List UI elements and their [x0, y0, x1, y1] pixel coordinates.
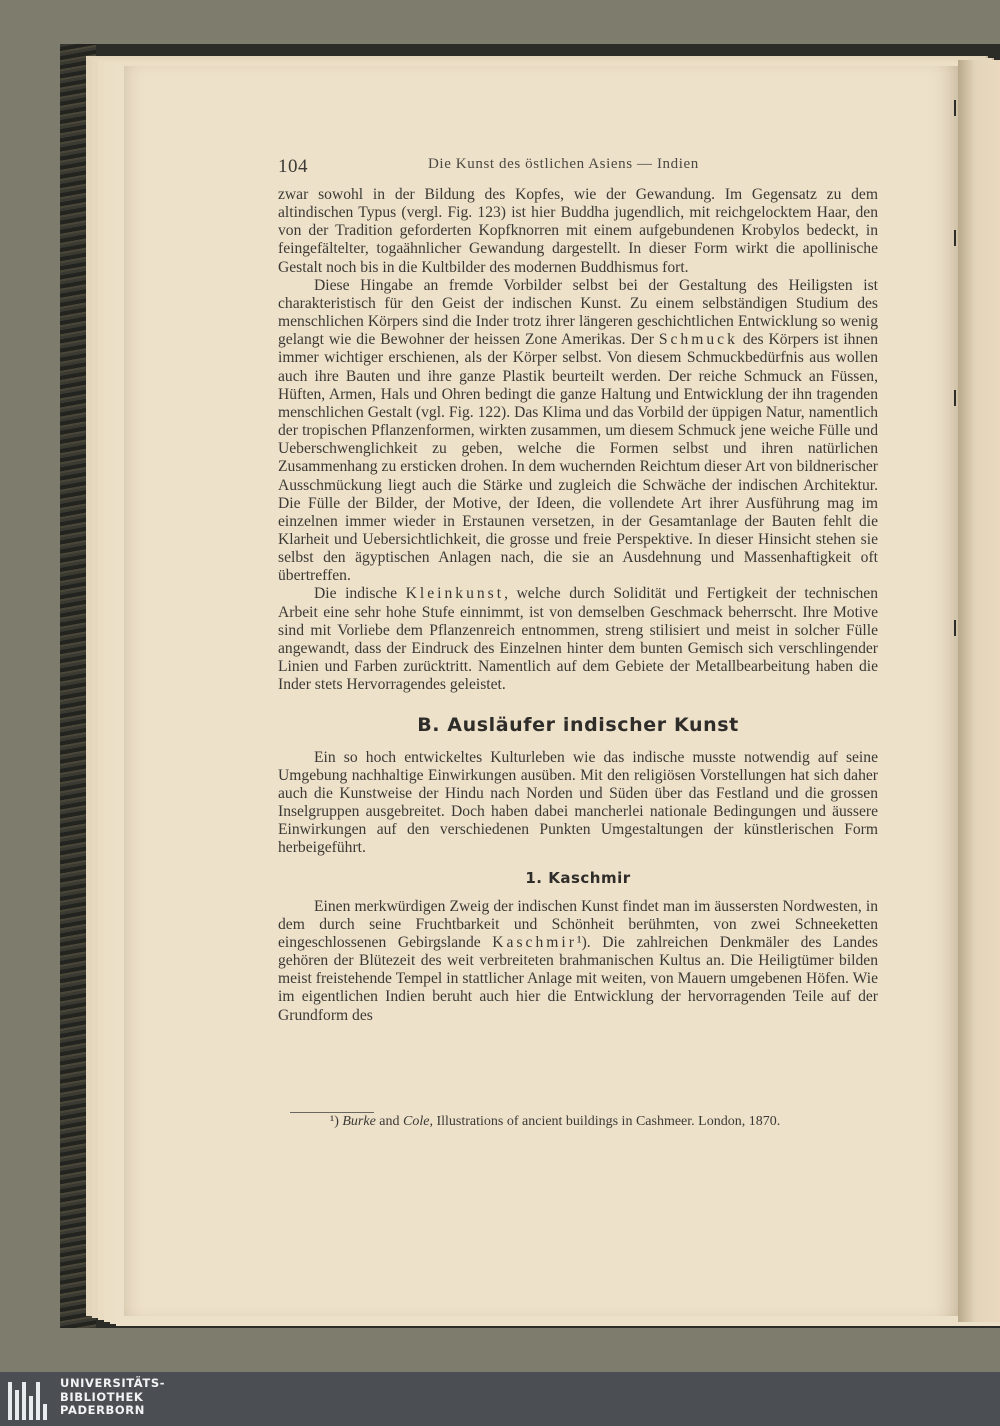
library-footer-bar	[0, 1372, 1000, 1426]
spaced-term: Kleinkunst	[405, 585, 505, 603]
logo-line: BIBLIOTHEK	[60, 1389, 144, 1404]
footnote-text: and	[375, 1114, 404, 1129]
facing-page-gutter	[958, 60, 1000, 1322]
paragraph-text: zwar sowohl in der Bildung des Kopfes, wie der Gewandung. Im Gegensatz zu dem altindischen Typus (vergl. Fig. 123) ist hier Buddha jugendlich, mit reichgelocktem Haar, den von der Tradition geforderten Kopfknorren mit einem aufgebundenen Krobylos bedeckt, in feingefältelter, togaähnlicher Gewandung dargestellt. In dieser Form wirkt die apollinische Gestalt noch bis in die Kultbilder des modernen Buddhismus fort.	[278, 186, 878, 276]
section-heading: B. Ausläufer indischer Kunst	[417, 714, 739, 737]
body-text	[278, 186, 878, 1025]
page-header	[278, 156, 878, 180]
subsection-heading: 1. Kaschmir	[525, 869, 631, 888]
footnote-text: Illustrations of ancient buildings in Cashmeer. London, 1870.	[432, 1114, 781, 1129]
paragraph-text: Einen merkwürdigen Zweig der indischen Kunst findet man im äussersten Nordwesten, in dem durch seine Fruchtbarkeit und Schönheit berühmten, von zwei Schneeketten eingeschlossenen Gebirgslande	[278, 897, 878, 951]
paragraph	[278, 585, 878, 694]
logo-line: UNIVERSITÄTS-	[60, 1376, 166, 1390]
paragraph	[278, 277, 878, 586]
binding-marks	[948, 100, 960, 800]
running-title: Die Kunst des östlichen Asiens — Indien	[428, 156, 699, 172]
spaced-term: Schmuck	[658, 331, 738, 349]
logo-line: PADERBORN	[60, 1403, 145, 1417]
spaced-term: Kaschmir	[492, 933, 577, 951]
paragraph	[278, 749, 878, 858]
paragraph-text: des Körpers ist ihnen immer wichtiger erschienen, als der Körper selbst. Von diesem Schmuckbedürfnis aus wollen auch ihre Bauten und ihre ganze Plastik beurteilt werden. Der reiche Schmuck an Füssen, Hüften, Armen, Hals und Ohren bedingt die ganze Haltung und Entwicklung der ihn tragenden menschlichen Gestalt (vgl. Fig. 122). Das Klima und das Vorbild der üppigen Natur, namentlich der tropischen Pflanzenformen, wirkten zusammen, um diesem Schmuck jene weiche Fülle und Ueberschwenglichkeit zu geben, welche die Formen selbst und ihren natürlichen Zusammenhang zu ersticken drohen. In dem wuchernden Reichtum dieser Art von bildnerischer Ausschmückung liegt auch die Stärke und zugleich die Schwäche der indischen Architektur. Die Fülle der Bilder, der Motive, der Ideen, die vollendete Art ihrer Ausführung mag im einzelnen immer wieder in Erstaunen versetzen, in der Gesamtanlage der Bauten fehlt die Klarheit und Uebersichtlichkeit, die grosse und freie Perspektive. In dieser Hinsicht stehen sie selbst den ägyptischen Anlagen nach, die sie an Ausdehnung und Massenhaftigkeit oft übertreffen.	[278, 331, 878, 585]
footnote-reference: ¹)	[576, 933, 587, 951]
paragraph-text: Die indische	[314, 585, 406, 603]
library-logo-icon	[6, 1378, 54, 1420]
paragraph-text: Ein so hoch entwickeltes Kulturleben wie das indische musste notwendig auf seine Umgebung nachhaltige Einwirkungen ausüben. Mit den religiösen Vorstellungen hat sich daher auch die Kunstweise der Hindu nach Norden und Süden über das Festland und die grossen Inselgruppen ausgebreitet. Doch haben dabei mancherlei nationale Bedingungen und äussere Einwirkungen auf den verschiedenen Punkten Umgestaltungen der künstlerischen Form herbeigeführt.	[278, 748, 878, 857]
footnote-author: Burke	[342, 1114, 376, 1129]
paragraph-text: , welche durch Solidität und Fertigkeit der technischen Arbeit eine sehr hohe Stufe einnimmt, ist von demselben Geschmack beherrscht. Ihre Motive sind mit Vorliebe dem Pflanzenreich entnommen, streng stilisiert und meist in solcher Fülle angewandt, dass der Eindruck des Einzelnen hinter dem bunten Gemisch sich verschlingender Linien und Farben zurücktritt. Namentlich auf dem Gebiete der Metallbearbeitung haben die Inder stets Hervorragendes geleistet.	[278, 585, 878, 694]
paragraph	[278, 186, 878, 277]
page-number: 104	[278, 156, 308, 177]
paragraph-text: . Die zahlreichen Denkmäler des Landes gehören der Blütezeit des weit verbreiteten brahmanischen Kultus an. Die Heiligtümer bilden meist freistehende Tempel in stattlicher Anlage mit weiten, von Mauern umgebenen Höfen. Wie im eigentlichen Indien beruht auch hier die Entwicklung der hervorragenden Teile auf der Grundform des	[278, 933, 878, 1024]
library-logo-text	[60, 1377, 165, 1418]
footnote-rule	[290, 1112, 374, 1113]
footnote-author: Cole,	[403, 1114, 433, 1129]
footnote	[330, 1114, 890, 1130]
paragraph	[278, 898, 878, 1025]
footnote-marker: ¹)	[330, 1114, 339, 1129]
paragraph-text: Diese Hingabe an fremde Vorbilder selbst bei der Gestaltung des Heiligsten ist charakteristisch für den Geist der indischen Kunst. Zu einem selbständigen Studium des menschlichen Körpers sind die Inder trotz ihrer längeren geschichtlichen Entwicklung so wenig gelangt wie die Bewohner der heissen Zone Amerikas. Der	[278, 276, 878, 349]
